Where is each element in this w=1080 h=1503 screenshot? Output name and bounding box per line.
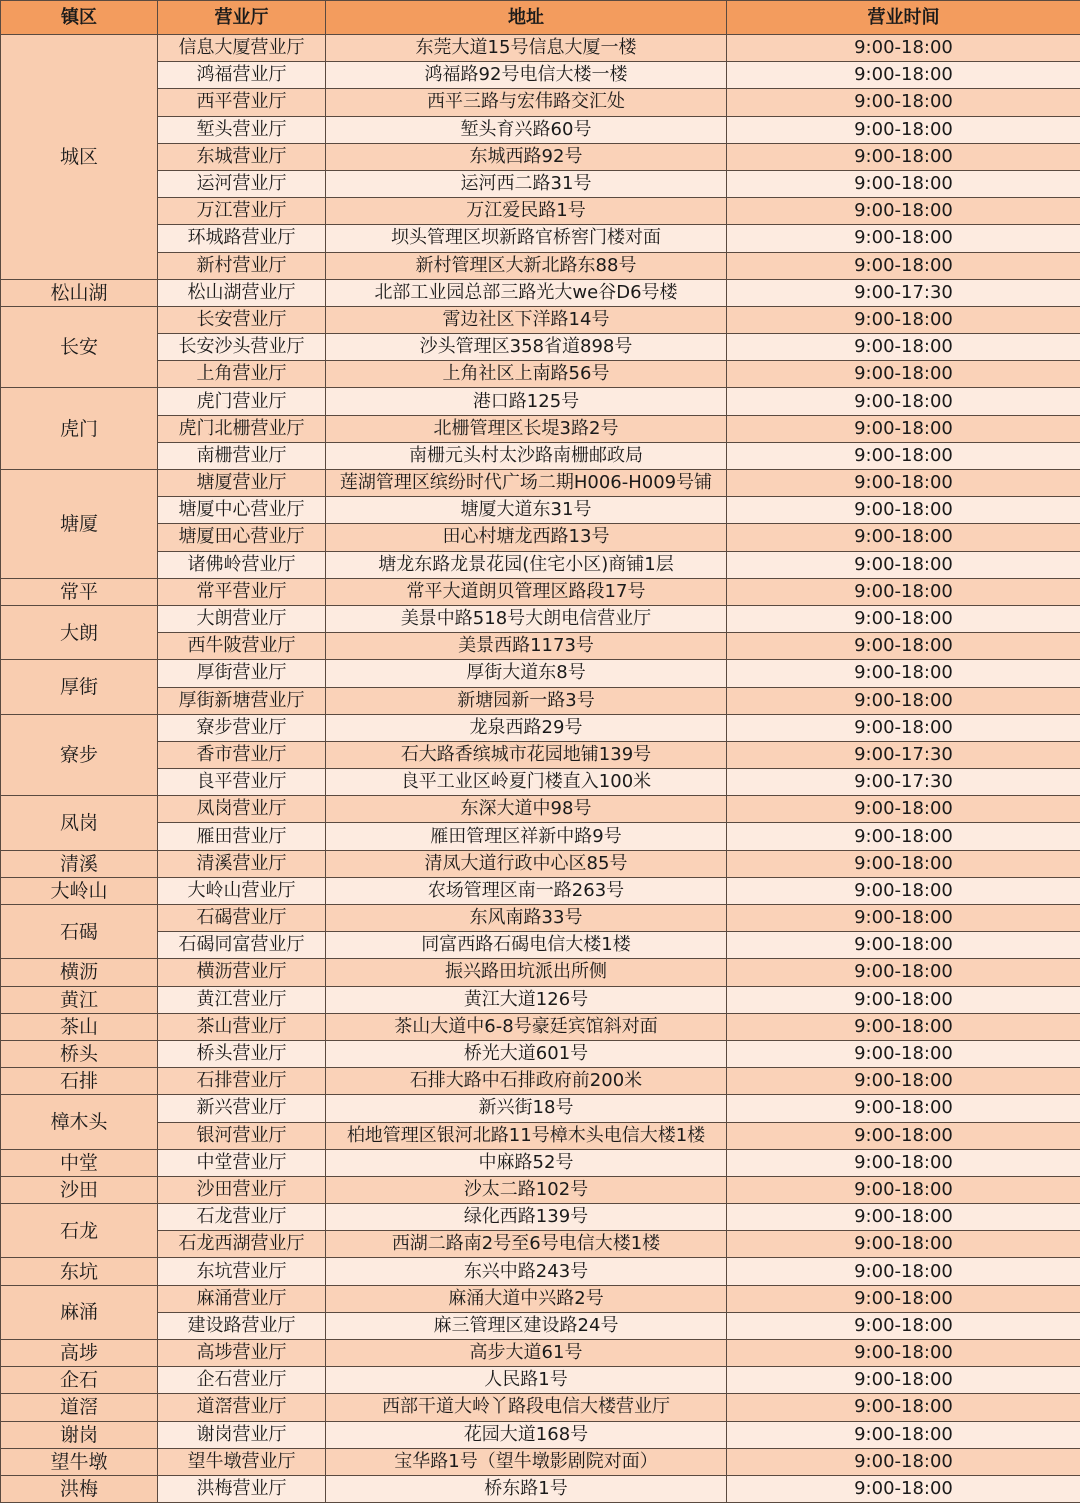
hours-cell: 9:00-18:00 bbox=[727, 334, 1080, 361]
hall-name-cell: 万江营业厅 bbox=[158, 198, 326, 225]
hall-name-cell: 鸿福营业厅 bbox=[158, 62, 326, 89]
table-row bbox=[1, 415, 1080, 442]
hours-cell: 9:00-18:00 bbox=[727, 1258, 1080, 1285]
town-cell: 石排 bbox=[1, 1068, 158, 1095]
table-row bbox=[1, 633, 1080, 660]
hours-cell: 9:00-18:00 bbox=[727, 796, 1080, 823]
table-row bbox=[1, 714, 1080, 741]
town-cell: 桥头 bbox=[1, 1040, 158, 1067]
address-cell: 西湖二路南2号至6号电信大楼1楼 bbox=[326, 1231, 727, 1258]
town-cell: 樟木头 bbox=[1, 1095, 158, 1149]
hall-name-cell: 石龙西湖营业厅 bbox=[158, 1231, 326, 1258]
hall-name-cell: 大岭山营业厅 bbox=[158, 877, 326, 904]
address-cell: 桥东路1号 bbox=[326, 1475, 727, 1502]
hours-cell: 9:00-18:00 bbox=[727, 850, 1080, 877]
table-row bbox=[1, 796, 1080, 823]
header-hall: 营业厅 bbox=[158, 1, 326, 35]
address-cell: 西平三路与宏伟路交汇处 bbox=[326, 89, 727, 116]
hours-cell: 9:00-18:00 bbox=[727, 89, 1080, 116]
table-row bbox=[1, 388, 1080, 415]
hall-name-cell: 石龙营业厅 bbox=[158, 1204, 326, 1231]
hall-name-cell: 虎门北栅营业厅 bbox=[158, 415, 326, 442]
hours-cell: 9:00-18:00 bbox=[727, 1040, 1080, 1067]
hours-cell: 9:00-18:00 bbox=[727, 143, 1080, 170]
town-cell: 洪梅 bbox=[1, 1475, 158, 1502]
address-cell: 鸿福路92号电信大楼一楼 bbox=[326, 62, 727, 89]
hours-cell: 9:00-17:30 bbox=[727, 279, 1080, 306]
address-cell: 莲湖管理区缤纷时代广场二期H006-H009号铺 bbox=[326, 470, 727, 497]
hall-name-cell: 银河营业厅 bbox=[158, 1122, 326, 1149]
address-cell: 上角社区上南路56号 bbox=[326, 361, 727, 388]
address-cell: 北栅管理区长堤3路2号 bbox=[326, 415, 727, 442]
table-row bbox=[1, 89, 1080, 116]
table-row bbox=[1, 1013, 1080, 1040]
hall-name-cell: 寮步营业厅 bbox=[158, 714, 326, 741]
hours-cell: 9:00-18:00 bbox=[727, 1095, 1080, 1122]
table-row bbox=[1, 1285, 1080, 1312]
hall-name-cell: 西牛陂营业厅 bbox=[158, 633, 326, 660]
hours-cell: 9:00-18:00 bbox=[727, 1340, 1080, 1367]
hall-name-cell: 建设路营业厅 bbox=[158, 1312, 326, 1339]
address-cell: 运河西二路31号 bbox=[326, 170, 727, 197]
address-cell: 东城西路92号 bbox=[326, 143, 727, 170]
hall-name-cell: 凤岗营业厅 bbox=[158, 796, 326, 823]
address-cell: 振兴路田坑派出所侧 bbox=[326, 959, 727, 986]
table-row bbox=[1, 1149, 1080, 1176]
town-cell: 企石 bbox=[1, 1367, 158, 1394]
town-cell: 大朗 bbox=[1, 605, 158, 659]
hours-cell: 9:00-18:00 bbox=[727, 225, 1080, 252]
hall-name-cell: 塘厦中心营业厅 bbox=[158, 497, 326, 524]
hours-cell: 9:00-18:00 bbox=[727, 1176, 1080, 1203]
hours-cell: 9:00-18:00 bbox=[727, 823, 1080, 850]
hours-cell: 9:00-18:00 bbox=[727, 1231, 1080, 1258]
hours-cell: 9:00-18:00 bbox=[727, 524, 1080, 551]
table-row bbox=[1, 1040, 1080, 1067]
hall-name-cell: 茶山营业厅 bbox=[158, 1013, 326, 1040]
table-row bbox=[1, 470, 1080, 497]
hours-cell: 9:00-18:00 bbox=[727, 442, 1080, 469]
address-cell: 花园大道168号 bbox=[326, 1421, 727, 1448]
hall-name-cell: 堑头营业厅 bbox=[158, 116, 326, 143]
hall-name-cell: 环城路营业厅 bbox=[158, 225, 326, 252]
table-row bbox=[1, 1448, 1080, 1475]
hours-cell: 9:00-18:00 bbox=[727, 986, 1080, 1013]
table-row bbox=[1, 1421, 1080, 1448]
hours-cell: 9:00-18:00 bbox=[727, 1421, 1080, 1448]
town-cell: 长安 bbox=[1, 306, 158, 388]
hours-cell: 9:00-18:00 bbox=[727, 660, 1080, 687]
address-cell: 桥光大道601号 bbox=[326, 1040, 727, 1067]
table-row bbox=[1, 578, 1080, 605]
hours-cell: 9:00-18:00 bbox=[727, 1149, 1080, 1176]
town-cell: 横沥 bbox=[1, 959, 158, 986]
address-cell: 东兴中路243号 bbox=[326, 1258, 727, 1285]
hall-name-cell: 信息大厦营业厅 bbox=[158, 35, 326, 62]
hours-cell: 9:00-18:00 bbox=[727, 1367, 1080, 1394]
address-cell: 西部干道大岭丫路段电信大楼营业厅 bbox=[326, 1394, 727, 1421]
address-cell: 东风南路33号 bbox=[326, 905, 727, 932]
address-cell: 万江爱民路1号 bbox=[326, 198, 727, 225]
hours-cell: 9:00-18:00 bbox=[727, 198, 1080, 225]
header-row bbox=[1, 1, 1080, 35]
town-cell: 道滘 bbox=[1, 1394, 158, 1421]
hours-cell: 9:00-18:00 bbox=[727, 578, 1080, 605]
table-row bbox=[1, 497, 1080, 524]
address-cell: 宝华路1号（望牛墩影剧院对面） bbox=[326, 1448, 727, 1475]
hours-cell: 9:00-18:00 bbox=[727, 35, 1080, 62]
header-town: 镇区 bbox=[1, 1, 158, 35]
hall-name-cell: 横沥营业厅 bbox=[158, 959, 326, 986]
hours-cell: 9:00-18:00 bbox=[727, 932, 1080, 959]
hall-name-cell: 上角营业厅 bbox=[158, 361, 326, 388]
hours-cell: 9:00-18:00 bbox=[727, 1204, 1080, 1231]
table-row bbox=[1, 1122, 1080, 1149]
hours-cell: 9:00-18:00 bbox=[727, 62, 1080, 89]
address-cell: 新村管理区大新北路东88号 bbox=[326, 252, 727, 279]
table-row bbox=[1, 35, 1080, 62]
hours-cell: 9:00-18:00 bbox=[727, 170, 1080, 197]
table-row bbox=[1, 334, 1080, 361]
hall-name-cell: 厚街营业厅 bbox=[158, 660, 326, 687]
hours-cell: 9:00-18:00 bbox=[727, 1068, 1080, 1095]
hours-cell: 9:00-18:00 bbox=[727, 1448, 1080, 1475]
table-row bbox=[1, 741, 1080, 768]
table-row bbox=[1, 1475, 1080, 1502]
table-row bbox=[1, 1095, 1080, 1122]
hours-cell: 9:00-18:00 bbox=[727, 1394, 1080, 1421]
address-cell: 常平大道朗贝管理区路段17号 bbox=[326, 578, 727, 605]
address-cell: 北部工业园总部三路光大we谷D6号楼 bbox=[326, 279, 727, 306]
address-cell: 麻三管理区建设路24号 bbox=[326, 1312, 727, 1339]
table-row bbox=[1, 959, 1080, 986]
address-cell: 港口路125号 bbox=[326, 388, 727, 415]
hall-name-cell: 虎门营业厅 bbox=[158, 388, 326, 415]
address-cell: 新兴街18号 bbox=[326, 1095, 727, 1122]
hall-name-cell: 香市营业厅 bbox=[158, 741, 326, 768]
hours-cell: 9:00-18:00 bbox=[727, 116, 1080, 143]
address-cell: 龙泉西路29号 bbox=[326, 714, 727, 741]
address-cell: 美景中路518号大朗电信营业厅 bbox=[326, 605, 727, 632]
town-cell: 高埗 bbox=[1, 1340, 158, 1367]
table-row bbox=[1, 769, 1080, 796]
town-cell: 寮步 bbox=[1, 714, 158, 796]
hall-name-cell: 运河营业厅 bbox=[158, 170, 326, 197]
hall-name-cell: 长安沙头营业厅 bbox=[158, 334, 326, 361]
address-cell: 霄边社区下洋路14号 bbox=[326, 306, 727, 333]
address-cell: 塘龙东路龙景花园(住宅小区)商铺1层 bbox=[326, 551, 727, 578]
table-row bbox=[1, 551, 1080, 578]
address-cell: 南栅元头村太沙路南栅邮政局 bbox=[326, 442, 727, 469]
hall-name-cell: 中堂营业厅 bbox=[158, 1149, 326, 1176]
hall-name-cell: 桥头营业厅 bbox=[158, 1040, 326, 1067]
hours-cell: 9:00-18:00 bbox=[727, 605, 1080, 632]
table-row bbox=[1, 1340, 1080, 1367]
hours-cell: 9:00-18:00 bbox=[727, 905, 1080, 932]
table-row bbox=[1, 1312, 1080, 1339]
address-cell: 沙头管理区358省道898号 bbox=[326, 334, 727, 361]
table-row bbox=[1, 306, 1080, 333]
hall-name-cell: 石碣同富营业厅 bbox=[158, 932, 326, 959]
address-cell: 麻涌大道中兴路2号 bbox=[326, 1285, 727, 1312]
hours-cell: 9:00-17:30 bbox=[727, 769, 1080, 796]
address-cell: 绿化西路139号 bbox=[326, 1204, 727, 1231]
hall-name-cell: 黄江营业厅 bbox=[158, 986, 326, 1013]
address-cell: 柏地管理区银河北路11号樟木头电信大楼1楼 bbox=[326, 1122, 727, 1149]
table-row bbox=[1, 170, 1080, 197]
table-row bbox=[1, 1068, 1080, 1095]
address-cell: 东莞大道15号信息大厦一楼 bbox=[326, 35, 727, 62]
address-cell: 人民路1号 bbox=[326, 1367, 727, 1394]
hall-name-cell: 新村营业厅 bbox=[158, 252, 326, 279]
hours-cell: 9:00-18:00 bbox=[727, 551, 1080, 578]
hours-cell: 9:00-18:00 bbox=[727, 306, 1080, 333]
table-row bbox=[1, 850, 1080, 877]
table-row bbox=[1, 361, 1080, 388]
table-row bbox=[1, 932, 1080, 959]
town-cell: 石龙 bbox=[1, 1204, 158, 1258]
hours-cell: 9:00-18:00 bbox=[727, 252, 1080, 279]
table-row bbox=[1, 1258, 1080, 1285]
address-cell: 农场管理区南一路263号 bbox=[326, 877, 727, 904]
table-row bbox=[1, 1394, 1080, 1421]
town-cell: 望牛墩 bbox=[1, 1448, 158, 1475]
table-row bbox=[1, 143, 1080, 170]
hours-cell: 9:00-18:00 bbox=[727, 877, 1080, 904]
hours-cell: 9:00-18:00 bbox=[727, 497, 1080, 524]
table-row bbox=[1, 252, 1080, 279]
hall-name-cell: 常平营业厅 bbox=[158, 578, 326, 605]
table-row bbox=[1, 225, 1080, 252]
hall-name-cell: 企石营业厅 bbox=[158, 1367, 326, 1394]
hall-name-cell: 大朗营业厅 bbox=[158, 605, 326, 632]
hall-name-cell: 塘厦营业厅 bbox=[158, 470, 326, 497]
hours-cell: 9:00-18:00 bbox=[727, 1475, 1080, 1502]
hall-name-cell: 道滘营业厅 bbox=[158, 1394, 326, 1421]
hall-name-cell: 谢岗营业厅 bbox=[158, 1421, 326, 1448]
hall-name-cell: 雁田营业厅 bbox=[158, 823, 326, 850]
table-row bbox=[1, 905, 1080, 932]
hours-cell: 9:00-18:00 bbox=[727, 687, 1080, 714]
hours-cell: 9:00-18:00 bbox=[727, 470, 1080, 497]
hall-name-cell: 厚街新塘营业厅 bbox=[158, 687, 326, 714]
table-row bbox=[1, 62, 1080, 89]
address-cell: 石大路香缤城市花园地铺139号 bbox=[326, 741, 727, 768]
hall-name-cell: 洪梅营业厅 bbox=[158, 1475, 326, 1502]
town-cell: 茶山 bbox=[1, 1013, 158, 1040]
hall-name-cell: 塘厦田心营业厅 bbox=[158, 524, 326, 551]
table-row bbox=[1, 1176, 1080, 1203]
address-cell: 黄江大道126号 bbox=[326, 986, 727, 1013]
table-row bbox=[1, 660, 1080, 687]
address-cell: 沙太二路102号 bbox=[326, 1176, 727, 1203]
hours-cell: 9:00-18:00 bbox=[727, 959, 1080, 986]
hours-cell: 9:00-18:00 bbox=[727, 361, 1080, 388]
hall-name-cell: 望牛墩营业厅 bbox=[158, 1448, 326, 1475]
town-cell: 谢岗 bbox=[1, 1421, 158, 1448]
hours-cell: 9:00-18:00 bbox=[727, 1312, 1080, 1339]
address-cell: 高步大道61号 bbox=[326, 1340, 727, 1367]
hours-cell: 9:00-18:00 bbox=[727, 388, 1080, 415]
address-cell: 石排大路中石排政府前200米 bbox=[326, 1068, 727, 1095]
town-cell: 中堂 bbox=[1, 1149, 158, 1176]
town-cell: 石碣 bbox=[1, 905, 158, 959]
town-cell: 沙田 bbox=[1, 1176, 158, 1203]
address-cell: 厚街大道东8号 bbox=[326, 660, 727, 687]
hours-cell: 9:00-18:00 bbox=[727, 1013, 1080, 1040]
hours-cell: 9:00-18:00 bbox=[727, 1285, 1080, 1312]
table-row bbox=[1, 1231, 1080, 1258]
address-cell: 堑头育兴路60号 bbox=[326, 116, 727, 143]
hall-name-cell: 石碣营业厅 bbox=[158, 905, 326, 932]
table-row bbox=[1, 1367, 1080, 1394]
hours-cell: 9:00-18:00 bbox=[727, 1122, 1080, 1149]
header-hours: 营业时间 bbox=[727, 1, 1080, 35]
address-cell: 新塘园新一路3号 bbox=[326, 687, 727, 714]
table-row bbox=[1, 1204, 1080, 1231]
table-row bbox=[1, 687, 1080, 714]
hours-cell: 9:00-18:00 bbox=[727, 415, 1080, 442]
town-cell: 常平 bbox=[1, 578, 158, 605]
address-cell: 坝头管理区坝新路官桥窖门楼对面 bbox=[326, 225, 727, 252]
town-cell: 城区 bbox=[1, 35, 158, 280]
address-cell: 茶山大道中6-8号豪廷宾馆斜对面 bbox=[326, 1013, 727, 1040]
hall-name-cell: 良平营业厅 bbox=[158, 769, 326, 796]
hall-name-cell: 西平营业厅 bbox=[158, 89, 326, 116]
town-cell: 大岭山 bbox=[1, 877, 158, 904]
hall-name-cell: 东坑营业厅 bbox=[158, 1258, 326, 1285]
town-cell: 麻涌 bbox=[1, 1285, 158, 1339]
table-row bbox=[1, 986, 1080, 1013]
hall-name-cell: 松山湖营业厅 bbox=[158, 279, 326, 306]
hours-cell: 9:00-17:30 bbox=[727, 741, 1080, 768]
address-cell: 清凤大道行政中心区85号 bbox=[326, 850, 727, 877]
address-cell: 东深大道中98号 bbox=[326, 796, 727, 823]
hall-name-cell: 东城营业厅 bbox=[158, 143, 326, 170]
hall-name-cell: 南栅营业厅 bbox=[158, 442, 326, 469]
table-row bbox=[1, 524, 1080, 551]
table-row bbox=[1, 823, 1080, 850]
table-row bbox=[1, 877, 1080, 904]
town-cell: 虎门 bbox=[1, 388, 158, 470]
table-row bbox=[1, 198, 1080, 225]
address-cell: 中麻路52号 bbox=[326, 1149, 727, 1176]
header-address: 地址 bbox=[326, 1, 727, 35]
table-row bbox=[1, 442, 1080, 469]
hall-name-cell: 沙田营业厅 bbox=[158, 1176, 326, 1203]
table-body bbox=[1, 35, 1080, 1503]
town-cell: 东坑 bbox=[1, 1258, 158, 1285]
hall-name-cell: 长安营业厅 bbox=[158, 306, 326, 333]
town-cell: 塘厦 bbox=[1, 470, 158, 579]
address-cell: 雁田管理区祥新中路9号 bbox=[326, 823, 727, 850]
table-row bbox=[1, 605, 1080, 632]
hall-name-cell: 新兴营业厅 bbox=[158, 1095, 326, 1122]
hours-cell: 9:00-18:00 bbox=[727, 633, 1080, 660]
address-cell: 同富西路石碣电信大楼1楼 bbox=[326, 932, 727, 959]
table-row bbox=[1, 116, 1080, 143]
hall-name-cell: 诸佛岭营业厅 bbox=[158, 551, 326, 578]
hall-name-cell: 麻涌营业厅 bbox=[158, 1285, 326, 1312]
address-cell: 美景西路1173号 bbox=[326, 633, 727, 660]
hall-name-cell: 高埗营业厅 bbox=[158, 1340, 326, 1367]
address-cell: 田心村塘龙西路13号 bbox=[326, 524, 727, 551]
hours-cell: 9:00-18:00 bbox=[727, 714, 1080, 741]
hall-name-cell: 石排营业厅 bbox=[158, 1068, 326, 1095]
address-cell: 塘厦大道东31号 bbox=[326, 497, 727, 524]
hall-name-cell: 清溪营业厅 bbox=[158, 850, 326, 877]
address-cell: 良平工业区岭夏门楼直入100米 bbox=[326, 769, 727, 796]
town-cell: 清溪 bbox=[1, 850, 158, 877]
town-cell: 厚街 bbox=[1, 660, 158, 714]
town-cell: 黄江 bbox=[1, 986, 158, 1013]
town-cell: 凤岗 bbox=[1, 796, 158, 850]
table-row bbox=[1, 279, 1080, 306]
town-cell: 松山湖 bbox=[1, 279, 158, 306]
